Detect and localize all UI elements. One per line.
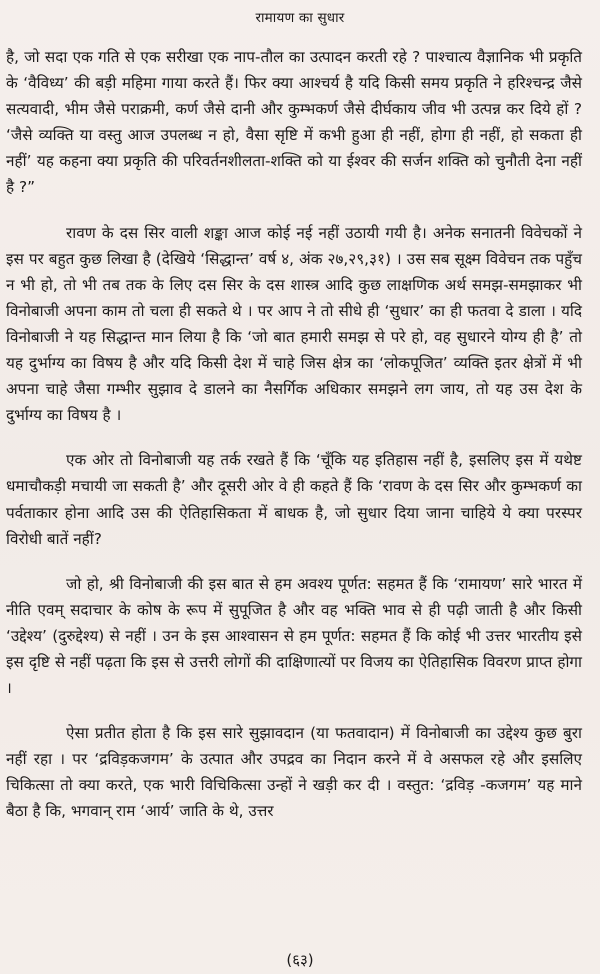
paragraph-1: है, जो सदा एक गति से एक सरीखा एक नाप-तौल का उत्पादन करती रहे ? पाश्चात्य वैज्ञानिक भी प्रकृति के ‘वैविध्य’ की बड़ी महिमा गाया करते हैं। फिर क्या आश्चर्य है यदि किसी समय प्रकृति ने हरिश्चन्द्र जैसे सत्यवादी, भीम जैसे पराक्रमी, कर्ण जैसे दानी और कुम्भकर्ण जैसे दीर्घकाय जीव भी उत्पन्न कर दिये हों ? ‘जैसे व्यक्ति या वस्तु आज उपलब्ध न हो, वैसा सृष्टि में कभी हुआ ही नहीं, होगा ही नहीं, हो सकता ही नहीं’ यह कहना क्या प्रकृति की परिवर्तनशीलता-शक्ति को या ईश्वर की सर्जन शक्ति को चुनौती देना नहीं है ?” [6, 48, 582, 197]
paragraph-3: एक ओर तो विनोबाजी यह तर्क रखते हैं कि ‘चूँकि यह इतिहास नहीं है, इसलिए इस में यथेष्ट धमाचौकड़ी मचायी जा सकती है’ और दूसरी ओर वे ही कहते हैं कि ‘रावण के दस सिर और कुम्भकर्ण का पर्वताकार होना आदि उस की ऐतिहासिकता में बाधक है, जो सुधार दिया जाना चाहिये ये क्या परस्पर विरोधी बातें नहीं? [6, 451, 582, 548]
paragraph-2: रावण के दस सिर वाली शङ्का आज कोई नई नहीं उठायी गयी है। अनेक सनातनी विवेचकों ने इस पर बहुत कुछ लिखा है (देखिये ‘सिद्धान्त’ वर्ष ४, अंक २७,२९,३१) । उस सब सूक्ष्म विवेचन तक पहुँच न भी हो, तो भी तब तक के लिए दस सिर के दस शास्त्र आदि कुछ लाक्षणिक अर्थ समझ-समझाकर भी विनोबाजी अपना काम तो चला ही सकते थे । पर आप ने तो सीधे ही ‘सुधार’ का ही फतवा दे डाला । यदि विनोबाजी ने यह सिद्धान्त मान लिया है कि ‘जो बात हमारी समझ से परे हो, वह सुधारने योग्य ही है’ तो यह दुर्भाग्य का विषय है और यदि किसी देश में चाहे जिस क्षेत्र का ‘लोकपूजित’ व्यक्ति इतर क्षेत्रों में भी अपना चाहे जैसा गम्भीर सुझाव दे डालने का नैसर्गिक अधिकार समझने लग जाय, तो यह उस देश के दुर्भाग्य का विषय है । [6, 223, 582, 425]
running-title: रामायण का सुधार [255, 10, 345, 26]
page-number: (६३) [286, 951, 314, 969]
paragraph-5: ऐसा प्रतीत होता है कि इस सारे सुझावदान (या फतवादान) में विनोबाजी का उद्देश्य कुछ बुरा नहीं रहा । पर ‘द्रविड़कजगम’ के उत्पात और उपद्रव का निदान करने में वे असफल रहे और इसलिए चिकित्सा तो क्या करते, एक भारी विचिकित्सा उन्हों ने खड़ी कर दी । वस्तुत: ‘द्रविड़ -कजगम’ यह माने बैठा है कि, भगवान् राम ‘आर्य’ जाति के थे, उत्तर [6, 724, 582, 821]
body-text [6, 44, 582, 844]
paragraph-4: जो हो, श्री विनोबाजी की इस बात से हम अवश्य पूर्णत: सहमत हैं कि ‘रामायण’ सारे भारत में नीति एवम् सदाचार के कोष के रूप में सुपूजित है और वह भक्ति भाव से ही पढ़ी जाती है और किसी ‘उद्देश्य’ (दुरुद्देश्य) से नहीं । उन के इस आश्वासन से हम पूर्णत: सहमत हैं कि कोई भी उत्तर भारतीय इसे इस दृष्टि से नहीं पढ़ता कि इस से उत्तरी लोगों की दाक्षिणात्यों पर विजय का ऐतिहासिक विवरण प्राप्त होगा । [6, 574, 582, 698]
